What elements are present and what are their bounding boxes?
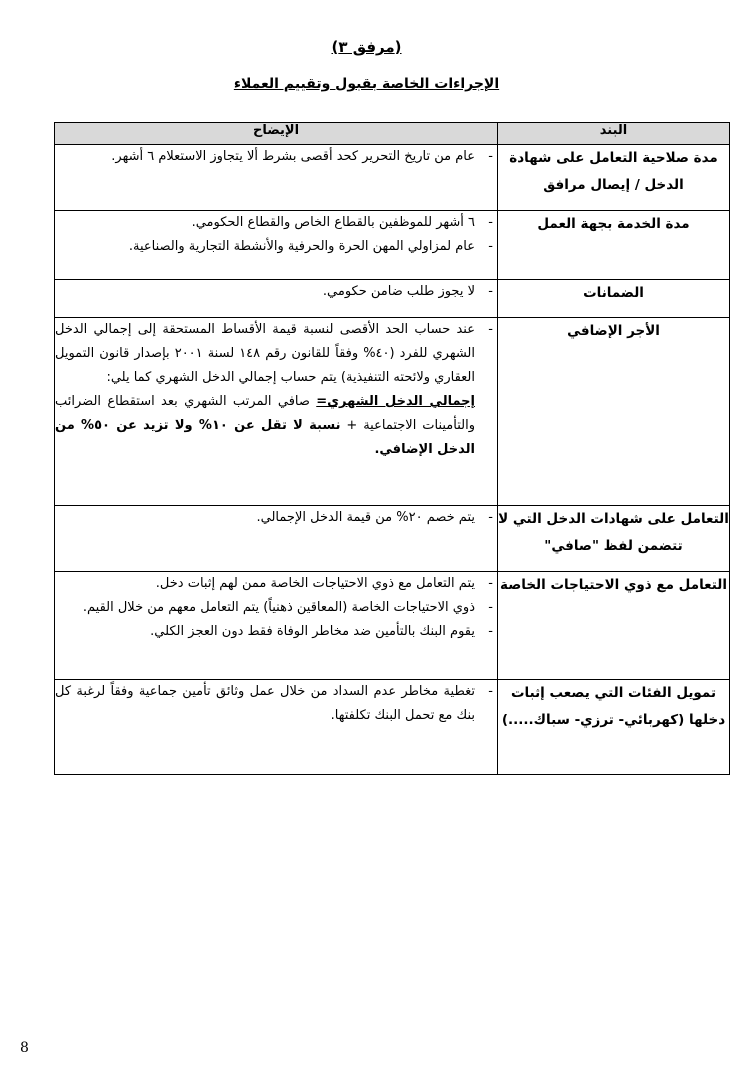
- table-row: [55, 145, 730, 211]
- list-item: - عام من تاريخ التحرير كحد أقصى بشرط ألا يتجاوز الاستعلام ٦ أشهر.: [55, 145, 497, 169]
- list-item: - يتم خصم ٢٠% من قيمة الدخل الإجمالي.: [55, 506, 497, 530]
- list-item: - عند حساب الحد الأقصى لنسبة قيمة الأقساط المستحقة إلى إجمالي الدخل الشهري للفرد (٤٠% وفقاً للقانون رقم ١٤٨ لسنة ٢٠٠١ بإصدار قانون التمويل العقاري ولائحته التنفيذية) يتم حساب إجمالي الدخل الشهري كما يلي:: [55, 318, 497, 390]
- formula-bold: نسبة لا تقل عن ١٠% ولا تزيد عن ٥٠% من الدخل الإضافي.: [55, 418, 475, 457]
- list-item: - ذوي الاحتياجات الخاصة (المعاقين ذهنياً) يتم التعامل معهم من خلال القيم.: [55, 596, 497, 620]
- formula-text: صافي المرتب الشهري بعد استقطاع الضرائب والتأمينات الاجتماعية +: [55, 394, 475, 433]
- row-description: [55, 680, 498, 775]
- table-row: [55, 280, 730, 318]
- page-subtitle: الإجراءات الخاصة بقبول وتقييم العملاء: [233, 76, 500, 92]
- table-row: [55, 680, 730, 775]
- list-item: - تغطية مخاطر عدم السداد من خلال عمل وثائق تأمين جماعية وفقاً لرغبة كل بنك مع تحمل البنك تكلفتها.: [55, 680, 497, 728]
- page-title: (مرفق ٣): [331, 38, 402, 56]
- row-description: [55, 572, 498, 680]
- list-item: - ٦ أشهر للموظفين بالقطاع الخاص والقطاع الحكومي.: [55, 211, 497, 235]
- list-item: - عام لمزاولي المهن الحرة والحرفية والأنشطة التجارية والصناعية.: [55, 235, 497, 259]
- row-label: تمويل الفئات التي يصعب إثبات دخلها (كهربائي- ترزي- سباك.....): [498, 680, 730, 775]
- header-item: البند: [498, 123, 730, 145]
- income-formula: [55, 390, 497, 462]
- row-label: الضمانات: [498, 280, 730, 318]
- table-row: [55, 318, 730, 506]
- row-label: التعامل مع ذوي الاحتياجات الخاصة: [498, 572, 730, 680]
- header-explanation: الإيضاح: [55, 123, 498, 145]
- row-description: [55, 280, 498, 318]
- list-item: - لا يجوز طلب ضامن حكومي.: [55, 280, 497, 304]
- row-description: [55, 145, 498, 211]
- table-header-row: [55, 123, 730, 145]
- list-item: - يتم التعامل مع ذوي الاحتياجات الخاصة ممن لهم إثبات دخل.: [55, 572, 497, 596]
- list-item: - يقوم البنك بالتأمين ضد مخاطر الوفاة فقط دون العجز الكلي.: [55, 620, 497, 644]
- page-number: 8: [20, 1040, 29, 1056]
- table-row: [55, 211, 730, 280]
- row-label: مدة صلاحية التعامل على شهادة الدخل / إيصال مرافق: [498, 145, 730, 211]
- row-description: [55, 211, 498, 280]
- row-description: [55, 318, 498, 506]
- row-label: الأجر الإضافي: [498, 318, 730, 506]
- table-row: [55, 506, 730, 572]
- procedures-table: [54, 122, 730, 775]
- row-description: [55, 506, 498, 572]
- formula-term: إجمالي الدخل الشهري=: [316, 394, 475, 409]
- row-label: مدة الخدمة بجهة العمل: [498, 211, 730, 280]
- row-label: التعامل على شهادات الدخل التي لا تتضمن لفظ "صافي": [498, 506, 730, 572]
- table-row: [55, 572, 730, 680]
